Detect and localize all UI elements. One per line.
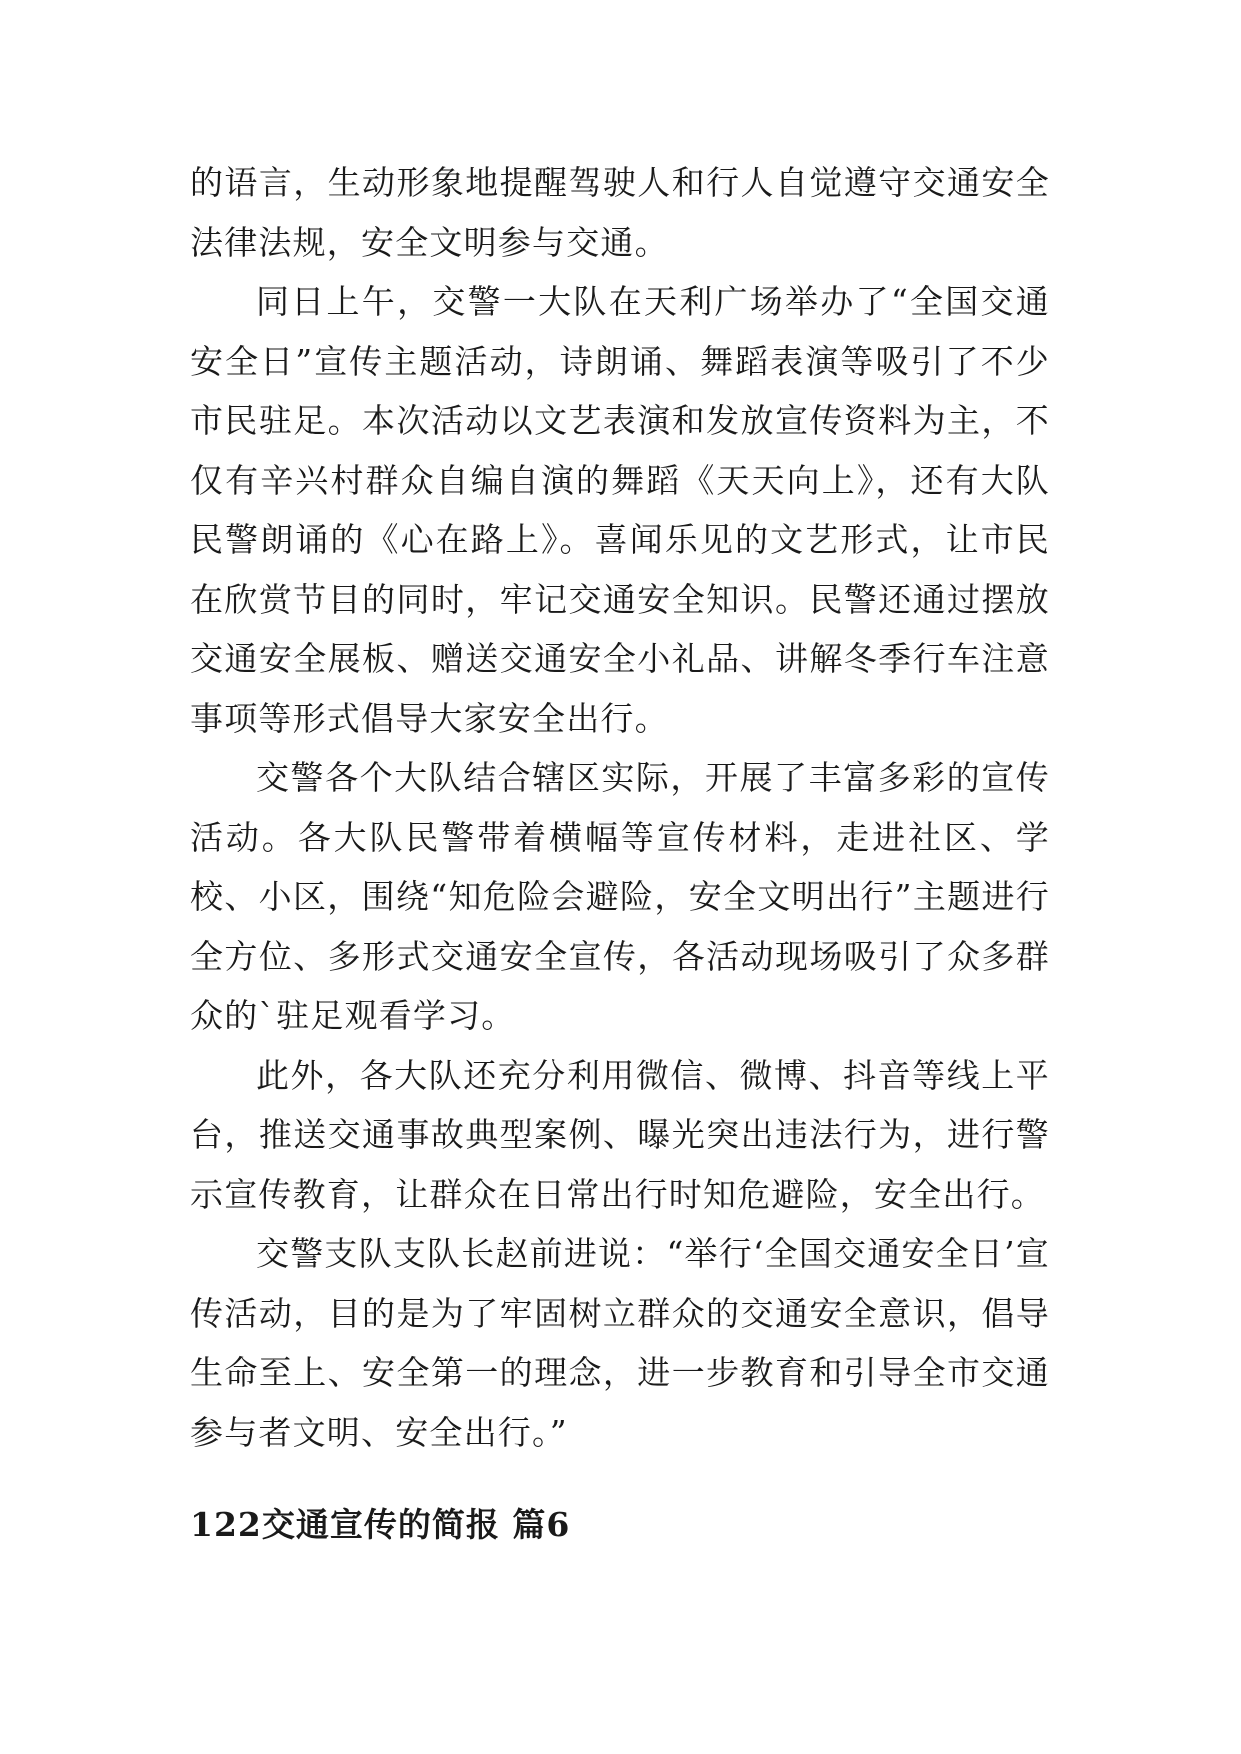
paragraph-tianli-square-event: 同日上午，交警一大队在天利广场举办了“全国交通安全日”宣传主题活动，诗朗诵、舞蹈表演等吸引了不少市民驻足。本次活动以文艺表演和发放宣传资料为主，不仅有辛兴村群众自编自演的舞蹈《天天向上》，还有大队民警朗诵的《心在路上》。喜闻乐见的文艺形式，让市民在欣赏节目的同时，牢记交通安全知识。民警还通过摆放交通安全展板、赠送交通安全小礼品、讲解冬季行车注意事项等形式倡导大家安全出行。 <box>190 282 1050 738</box>
paragraph-brigade-activities: 交警各个大队结合辖区实际，开展了丰富多彩的宣传活动。各大队民警带着横幅等宣传材料，走进社区、学校、小区，围绕“知危险会避险，安全文明出行”主题进行全方位、多形式交通安全宣传，各活动现场吸引了众多群众的`驻足观看学习。 <box>190 758 1050 1035</box>
section-heading: 122交通宣传的简报 篇6 <box>190 1505 571 1544</box>
paragraph-continuation: 的语言，生动形象地提醒驾驶人和行人自觉遵守交通安全法律法规，安全文明参与交通。 <box>190 163 1050 262</box>
document-body <box>190 153 1050 1462</box>
paragraph-online-platforms: 此外，各大队还充分利用微信、微博、抖音等线上平台，推送交通事故典型案例、曝光突出违法行为，进行警示宣传教育，让群众在日常出行时知危避险，安全出行。 <box>190 1055 1050 1214</box>
paragraph-captain-quote: 交警支队支队长赵前进说：“举行‘全国交通安全日’宣传活动，目的是为了牢固树立群众的交通安全意识，倡导生命至上、安全第一的理念，进一步教育和引导全市交通参与者文明、安全出行。” <box>190 1234 1050 1452</box>
